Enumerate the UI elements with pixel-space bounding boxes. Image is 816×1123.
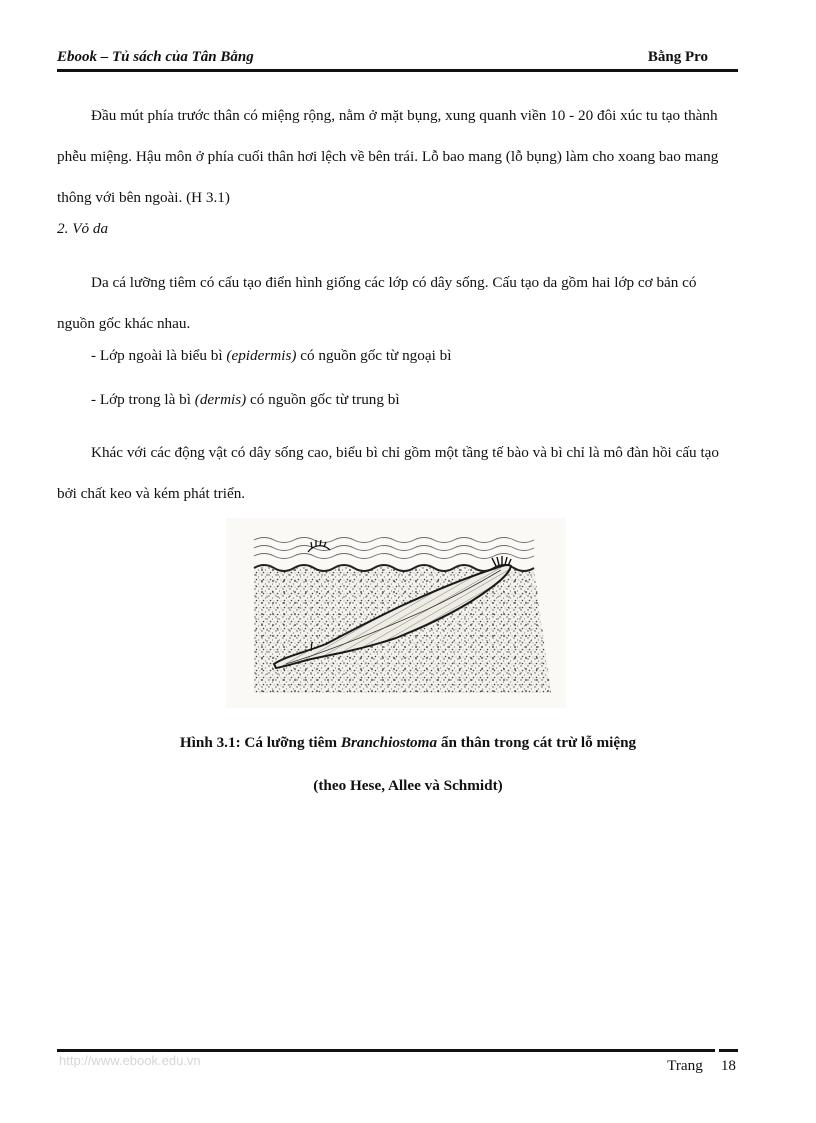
- page-header: [57, 47, 738, 71]
- page-number-block: [667, 1057, 736, 1075]
- paragraph-skin-structure: Da cá lưỡng tiêm có cấu tạo điển hình giống các lớp có dây sống. Cấu tạo da gồm hai lớp cơ bản có nguồn gốc khác nhau.: [57, 274, 697, 332]
- page-number: 18: [720, 1057, 736, 1074]
- footer-url-watermark: http://www.ebook.edu.vn: [59, 1053, 201, 1068]
- header-ebook-title: Ebook – Tủ sách của Tân Bằng: [57, 49, 254, 65]
- section-title-skin: 2. Vỏ da: [57, 220, 109, 237]
- page-label: Trang: [667, 1057, 703, 1074]
- lancelet-in-sand-illustration: [226, 518, 566, 708]
- list-item-dermis: [57, 390, 727, 410]
- epidermis-suffix: có nguồn gốc từ ngoại bì: [296, 347, 452, 364]
- footer-rule: [57, 1049, 738, 1052]
- caption-prefix: Hình 3.1: Cá lưỡng tiêm: [179, 734, 341, 751]
- dermis-prefix: - Lớp trong là bì: [91, 391, 195, 408]
- epidermis-prefix: - Lớp ngoài là biểu bì: [91, 347, 227, 364]
- caption-suffix: ẩn thân trong cát trừ lỗ miệng: [437, 734, 637, 751]
- figure-caption: [0, 734, 816, 752]
- header-rule: [57, 69, 738, 72]
- figure-source: (theo Hese, Allee và Schmidt): [313, 777, 503, 794]
- paragraph-mouth-anus: Đầu mút phía trước thân có miệng rộng, nằm ở mặt bụng, xung quanh viền 10 - 20 đôi xúc tu tạo thành phễu miệng. Hậu môn ở phía cuối thân hơi lệch về bên trái. Lỗ bao mang (lỗ bụng) làm cho xoang bao mang thông với bên ngoài. (H 3.1): [57, 107, 719, 206]
- epidermis-term: (epidermis): [226, 347, 297, 364]
- caption-species: Branchiostoma: [340, 734, 438, 751]
- paragraph-skin-comparison: Khác với các động vật có dây sống cao, biểu bì chỉ gồm một tầng tế bào và bì chỉ là mô đàn hồi cấu tạo bởi chất keo và kém phát triển.: [57, 444, 720, 502]
- list-item-epidermis: [57, 346, 727, 366]
- footer-rule-notch: [715, 1046, 719, 1055]
- dermis-term: (dermis): [194, 391, 247, 408]
- dermis-suffix: có nguồn gốc từ trung bì: [246, 391, 400, 408]
- header-author: Bằng Pro: [647, 49, 708, 65]
